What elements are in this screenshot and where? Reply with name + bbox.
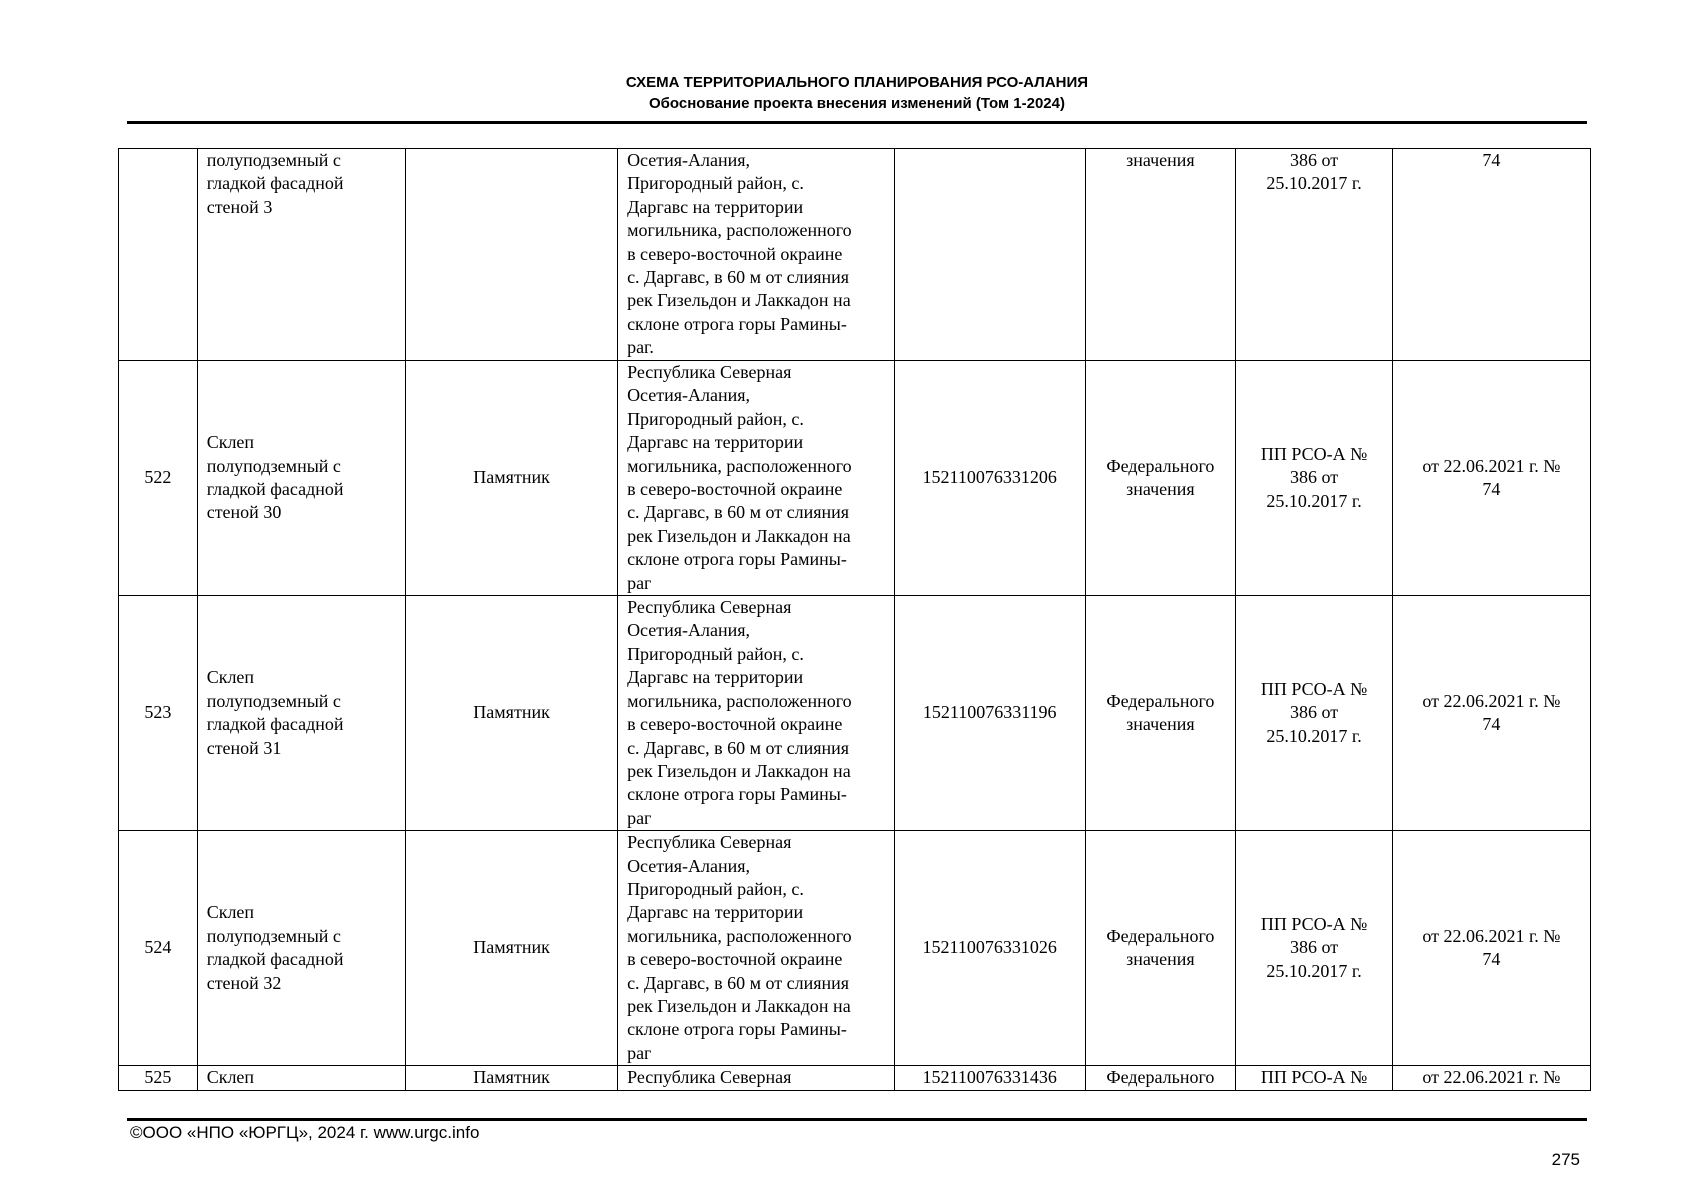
cell-type: Памятник: [406, 596, 618, 831]
cell-number: 523: [119, 596, 198, 831]
cell-date: от 22.06.2021 г. №: [1392, 1066, 1590, 1090]
cell-category: Федерального значения: [1085, 596, 1236, 831]
cell-name: Склеп полуподземный с гладкой фасадной стеной 30: [197, 361, 405, 596]
cell-date: от 22.06.2021 г. № 74: [1392, 831, 1590, 1066]
table-row-partial: [119, 1066, 1591, 1090]
cell-address: Республика Северная Осетия-Алания, Пригородный район, с. Даргавс на территории могильника, расположенного в северо-восточной окраине с. Даргавс, в 60 м от слияния рек Гизельдон и Лаккадон на склоне отрога горы Рамины- раг: [618, 596, 895, 831]
cell-registry-code: 152110076331026: [894, 831, 1085, 1066]
cell-type: Памятник: [406, 831, 618, 1066]
cell-name: полуподземный с гладкой фасадной стеной 3: [197, 149, 405, 361]
cell-document: ПП РСО-А № 386 от 25.10.2017 г.: [1236, 361, 1393, 596]
cell-address: Республика Северная: [618, 1066, 895, 1090]
cell-address: Республика Северная Осетия-Алания, Пригородный район, с. Даргавс на территории могильника, расположенного в северо-восточной окраине с. Даргавс, в 60 м от слияния рек Гизельдон и Лаккадон на склоне отрога горы Рамины- раг: [618, 831, 895, 1066]
document-header: [127, 72, 1587, 114]
cell-date: от 22.06.2021 г. № 74: [1392, 596, 1590, 831]
cell-number: [119, 149, 198, 361]
cell-name: Склеп: [197, 1066, 405, 1090]
header-subtitle: Обоснование проекта внесения изменений (Том 1-2024): [649, 95, 1065, 112]
cell-category: значения: [1085, 149, 1236, 361]
header-rule: [127, 121, 1587, 124]
cell-category: Федерального значения: [1085, 361, 1236, 596]
cell-registry-code: 152110076331196: [894, 596, 1085, 831]
cell-type: [406, 149, 618, 361]
cell-category: Федерального: [1085, 1066, 1236, 1090]
cell-number: 524: [119, 831, 198, 1066]
footer-copyright: ©ООО «НПО «ЮРГЦ», 2024 г. www.urgc.info: [130, 1123, 480, 1142]
cell-address: Осетия-Алания, Пригородный район, с. Даргавс на территории могильника, расположенного в северо-восточной окраине с. Даргавс, в 60 м от слияния рек Гизельдон и Лаккадон на склоне отрога горы Рамины- раг.: [618, 149, 895, 361]
table-row: [119, 361, 1591, 596]
cell-address: Республика Северная Осетия-Алания, Пригородный район, с. Даргавс на территории могильника, расположенного в северо-восточной окраине с. Даргавс, в 60 м от слияния рек Гизельдон и Лаккадон на склоне отрога горы Рамины- раг: [618, 361, 895, 596]
cell-type: Памятник: [406, 361, 618, 596]
cell-name: Склеп полуподземный с гладкой фасадной стеной 31: [197, 596, 405, 831]
cell-registry-code: 152110076331436: [894, 1066, 1085, 1090]
page-number: 275: [1551, 1150, 1580, 1169]
cell-registry-code: 152110076331206: [894, 361, 1085, 596]
table-row: [119, 831, 1591, 1066]
cell-type: Памятник: [406, 1066, 618, 1090]
cell-number: 525: [119, 1066, 198, 1090]
cell-number: 522: [119, 361, 198, 596]
table-row: [119, 596, 1591, 831]
cell-document: ПП РСО-А № 386 от 25.10.2017 г.: [1236, 596, 1393, 831]
cell-registry-code: [894, 149, 1085, 361]
cell-date: 74: [1392, 149, 1590, 361]
cell-date: от 22.06.2021 г. № 74: [1392, 361, 1590, 596]
cell-document: ПП РСО-А № 386 от 25.10.2017 г.: [1236, 831, 1393, 1066]
table-row-continuation: [119, 149, 1591, 361]
cell-document: 386 от 25.10.2017 г.: [1236, 149, 1393, 361]
monuments-table: [118, 148, 1591, 1091]
cell-name: Склеп полуподземный с гладкой фасадной стеной 32: [197, 831, 405, 1066]
cell-category: Федерального значения: [1085, 831, 1236, 1066]
cell-document: ПП РСО-А №: [1236, 1066, 1393, 1090]
header-title: СХЕМА ТЕРРИТОРИАЛЬНОГО ПЛАНИРОВАНИЯ РСО-АЛАНИЯ: [625, 74, 1089, 91]
